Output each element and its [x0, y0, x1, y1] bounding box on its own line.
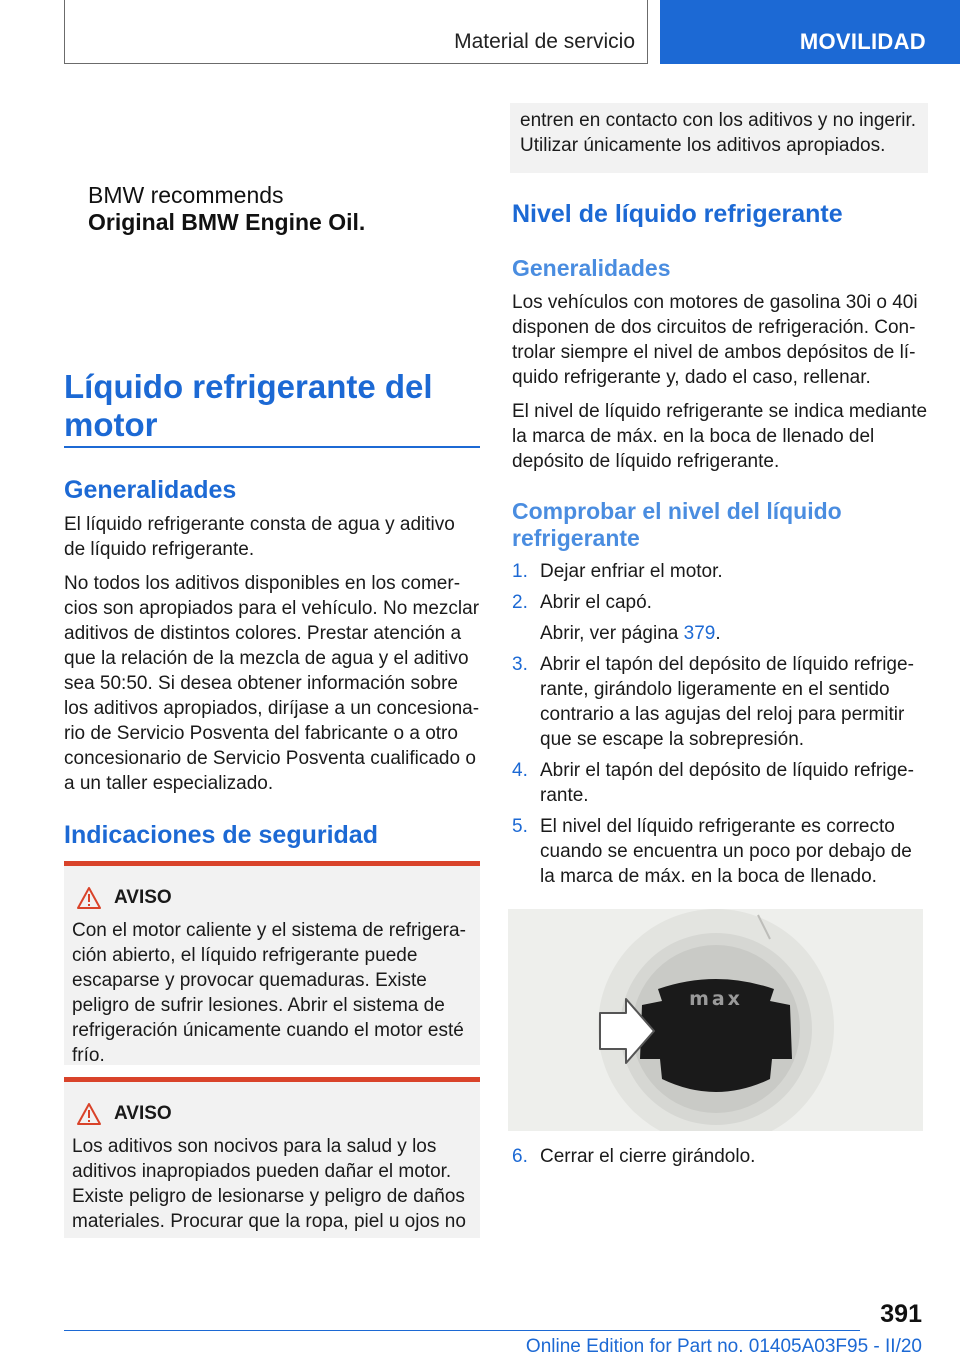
step-number: 1.: [512, 561, 528, 582]
heading-nivel: Nivel de líquido refrigerante: [512, 200, 843, 228]
section-title-rule: [64, 446, 480, 448]
nivel-generalidades-text: [512, 290, 928, 483]
reference-suffix: .: [715, 623, 721, 644]
header-section-title: Material de servicio: [454, 30, 635, 53]
step-2-reference: [540, 621, 928, 646]
warning-title: [76, 886, 480, 910]
step-text: El nivel del líquido refrigerante es correcto cuando se encuentra un poco por debajo de la marca de máx. en la boca de llenado.: [540, 816, 912, 887]
list-item: [512, 652, 928, 752]
bmw-recommendation: [88, 182, 365, 236]
header-section-box: [64, 0, 648, 64]
coolant-cap-illustration: [508, 909, 923, 1131]
warning-label: AVISO: [114, 887, 172, 908]
step-text: Cerrar el cierre girándolo.: [540, 1146, 756, 1167]
bmw-rec-line2: Original BMW Engine Oil.: [88, 209, 366, 235]
max-mark-label: max: [689, 988, 743, 1010]
warning-text: Los aditivos son nocivos para la salud y los aditivos inapropiados pueden dañar el motor. Existe peligro de lesionarse y peligro de daños materiales. Procurar que la ropa, piel u ojos no: [72, 1136, 466, 1232]
paragraph: No todos los aditivos disponibles en los comercios son apropiados para el vehículo. No mezclar aditivos de distintos colores. Prestar atención a que la relación de la mezcla de agua y el aditivo sea 50:50. Si desea obtener información sobre los aditivos apropiados, diríjase a un concesionario de Servicio Posventa del fabricante o a otro concesionario de Servicio Posventa cualificado o a un taller especializado.: [64, 573, 480, 794]
warning-label: AVISO: [114, 1103, 172, 1124]
warning-box-2: [64, 1077, 480, 1238]
warning-triangle-icon: [76, 1102, 102, 1126]
step-number: 2.: [512, 592, 528, 613]
heading-generalidades-right: Generalidades: [512, 255, 671, 281]
step-number: 5.: [512, 816, 528, 837]
page-number: 391: [880, 1300, 922, 1328]
footer-edition: Online Edition for Part no. 01405A03F95 - II/20: [525, 1336, 922, 1357]
heading-comprobar: Comprobar el nivel del líquido refrigerante: [512, 498, 842, 551]
paragraph: El nivel de líquido refrigerante se indica mediante la marca de máx. en la boca de llenado del depósito de líquido refrigerante.: [512, 401, 928, 472]
paragraph: El líquido refrigerante consta de agua y aditivo de líquido refrigerante.: [64, 514, 455, 560]
reference-prefix: Abrir, ver página: [540, 623, 684, 644]
footer-rule: [64, 1330, 860, 1331]
page-link-379[interactable]: 379: [683, 623, 716, 644]
list-item: [512, 1144, 928, 1169]
step-text: Abrir el tapón del depósito de líquido refrigerante.: [540, 760, 914, 806]
list-item: [512, 590, 928, 615]
warning-title: [76, 1102, 480, 1126]
generalidades-text: [64, 512, 480, 805]
step-number: 4.: [512, 760, 528, 781]
bmw-rec-line1: BMW recommends: [88, 182, 284, 208]
step-number: 3.: [512, 654, 528, 675]
warning-text: Con el motor caliente y el sistema de refrigeración abierto, el líquido refrigerante puede escaparse y provocar quemaduras. Existe peligro de sufrir lesiones. Abrir el sistema de refrigeración únicamente cuando el motor esté frío.: [72, 920, 466, 1066]
step-text: Abrir el capó.: [540, 592, 652, 613]
steps-list-continued: [512, 1144, 928, 1175]
list-item: [512, 559, 928, 584]
warning-triangle-icon: [76, 886, 102, 910]
header-chapter-tab[interactable]: [660, 0, 960, 64]
list-item: [512, 758, 928, 808]
list-item: [512, 814, 928, 889]
steps-list: [512, 559, 928, 895]
heading-seguridad: Indicaciones de seguridad: [64, 821, 378, 849]
warning-continuation: entren en contacto con los aditivos y no ingerir. Utilizar únicamente los aditivos apropiados.: [510, 103, 928, 173]
heading-generalidades: Generalidades: [64, 476, 237, 504]
step-text: Abrir el tapón del depósito de líquido refrigerante, girándolo ligeramente en el sentido contrario a las agujas del reloj para permitir que se escape la sobrepresión.: [540, 654, 914, 750]
paragraph: Los vehículos con motores de gasolina 30i o 40i disponen de dos circuitos de refrigeración. Controlar siempre el nivel de ambos depósitos de líquido refrigerante y, dado el caso, rellenar.: [512, 292, 918, 388]
warning-box-1: [64, 861, 480, 1065]
coolant-reservoir-photo: [508, 909, 923, 1131]
step-number: 6.: [512, 1146, 528, 1167]
step-text: Dejar enfriar el motor.: [540, 561, 723, 582]
section-title: Líquido refrigerante del motor: [64, 368, 433, 443]
header-chapter-label: MOVILIDAD: [799, 29, 926, 54]
